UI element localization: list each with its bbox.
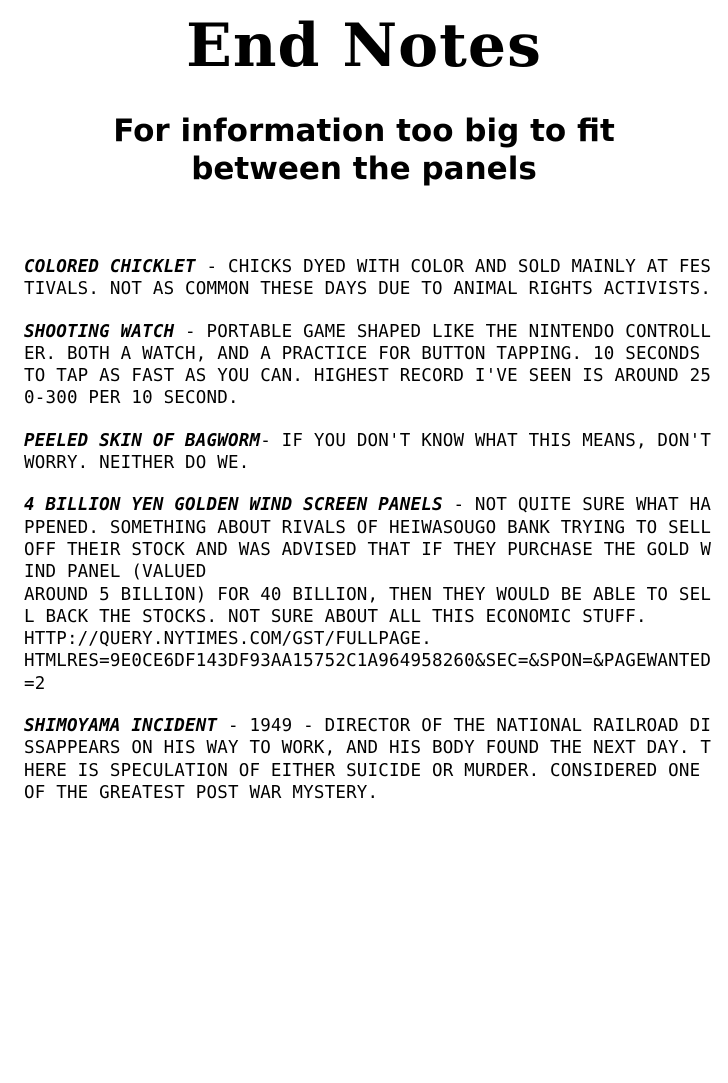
- note-item: [24, 430, 714, 475]
- note-term: 4 BILLION YEN GOLDEN WIND SCREEN PANELS: [24, 495, 443, 516]
- note-text: - NOT QUITE SURE WHAT HAPPENED. SOMETHING ABOUT RIVALS OF HEIWASOUGO BANK TRYING TO SELL OFF THEIR STOCK AND WAS ADVISED THAT IF THEY PURCHASE THE GOLD WIND PANEL (VALUED AROUND 5 BILLION) FOR 40 BILLION, THEN THEY WOULD BE ABLE TO SELL BACK THE STOCKS. NOT SURE ABOUT ALL THIS ECONOMIC STUFF. HTTP://QUERY.NYTIMES.COM/GST/FULLPAGE. HTMLRES=9E0CE6DF143DF93AA15752C1A964958260&SEC=&SPON=&PAGEWANTED=2: [24, 495, 712, 694]
- note-item: [24, 256, 714, 301]
- note-text: - CHICKS DYED WITH COLOR AND SOLD MAINLY AT FESTIVALS. NOT AS COMMON THESE DAYS DUE TO ANIMAL RIGHTS ACTIVISTS.: [24, 257, 712, 300]
- note-term: SHIMOYAMA INCIDENT: [24, 716, 218, 737]
- note-text: - 1949 - DIRECTOR OF THE NATIONAL RAILROAD DISSAPPEARS ON HIS WAY TO WORK, AND HIS BODY FOUND THE NEXT DAY. THERE IS SPECULATION OF EITHER SUICIDE OR MURDER. CONSIDERED ONE OF THE GREATEST POST WAR MYSTERY.: [24, 716, 712, 803]
- note-item: [24, 321, 714, 410]
- note-text: - IF YOU DON'T KNOW WHAT THIS MEANS, DON'T WORRY. NEITHER DO WE.: [24, 430, 712, 474]
- note-term: COLORED CHICKLET: [24, 257, 196, 277]
- note-term: PEELED SKIN OF BAGWORM: [24, 430, 261, 451]
- note-term: SHOOTING WATCH: [24, 321, 175, 342]
- note-item: [24, 715, 714, 804]
- page-subtitle: For information too big to fit between the panels: [113, 113, 615, 187]
- notes-list: [24, 256, 714, 824]
- page-title: End Notes: [186, 11, 542, 81]
- note-text: - PORTABLE GAME SHAPED LIKE THE NINTENDO CONTROLLER. BOTH A WATCH, AND A PRACTICE FOR BUTTON TAPPING. 10 SECONDS TO TAP AS FAST AS YOU CAN. HIGHEST RECORD I'VE SEEN IS AROUND 250-300 PER 10 SECOND.: [24, 321, 712, 409]
- note-item: [24, 494, 714, 695]
